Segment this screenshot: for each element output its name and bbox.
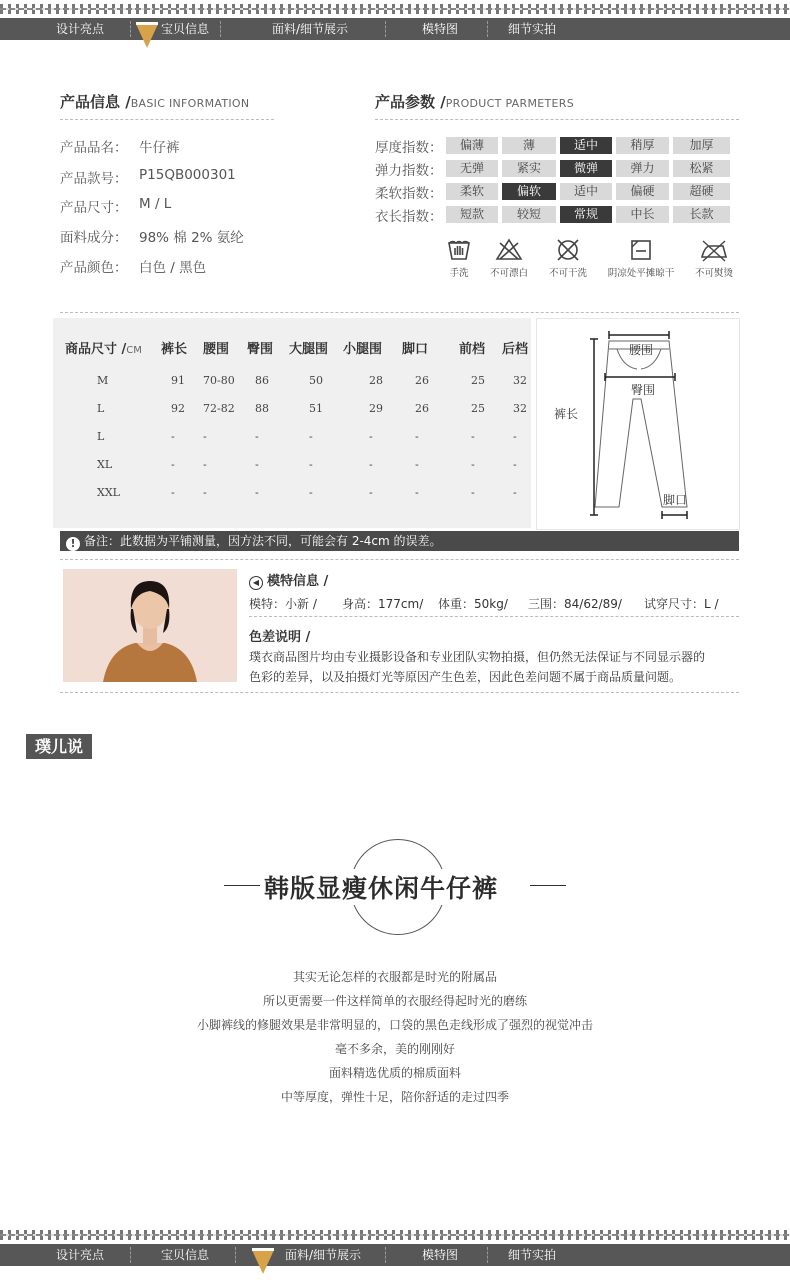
size-column-header: 裤长 — [161, 342, 188, 357]
product-params-heading — [375, 91, 574, 112]
no-bleach-icon — [495, 237, 523, 263]
diagram-hem-label: 脚口 — [663, 493, 688, 507]
info-icon: ! — [66, 537, 80, 551]
size-cell: - — [471, 458, 475, 471]
product-params-title: 产品参数 / — [375, 93, 446, 111]
size-cell: - — [471, 430, 475, 443]
model-illustration — [63, 569, 237, 682]
param-option: 长款 — [673, 206, 730, 223]
info-value-color: 白色 / 黑色 — [139, 260, 207, 276]
size-cell: - — [415, 486, 419, 499]
divider — [375, 119, 739, 120]
size-cell: 29 — [369, 402, 383, 415]
hand-wash-icon — [446, 237, 472, 263]
size-column-header: 后档 — [502, 342, 529, 357]
size-cell: - — [513, 458, 517, 471]
note-text: 备注：此数据为平铺测量，因方法不同，可能会有 2-4cm 的误差。 — [84, 534, 442, 548]
no-iron-icon — [699, 237, 729, 263]
size-column-header: 脚口 — [402, 342, 429, 357]
size-cell: - — [415, 430, 419, 443]
size-row-label: XXL — [97, 486, 120, 499]
size-cell: 32 — [513, 402, 527, 415]
size-cell: 88 — [255, 402, 269, 415]
info-label-code: 产品款号： — [60, 171, 128, 187]
size-cell: 91 — [171, 374, 185, 387]
measurement-note — [60, 531, 739, 551]
size-cell: 72-82 — [203, 402, 235, 415]
nav-divider — [385, 21, 386, 37]
size-cell: - — [369, 486, 373, 499]
param-option: 短款 — [446, 206, 498, 223]
diagram-length-label: 裤长 — [554, 407, 579, 421]
banner-rule-left — [224, 885, 260, 886]
param-option: 松紧 — [673, 160, 730, 177]
param-option: 偏薄 — [446, 137, 498, 154]
care-label: 不可干洗 — [548, 268, 587, 279]
description-line-3: 小脚裤线的修腿效果是非常明显的，口袋的黑色走线形成了强烈的视觉冲击 — [196, 1018, 593, 1032]
color-note-line-2: 色彩的差异，以及拍摄灯光等原因产生色差，因此色差问题不属于商品质量问题。 — [249, 670, 682, 684]
param-option: 紧实 — [502, 160, 556, 177]
param-label: 弹力指数： — [375, 163, 443, 179]
arrow-left-icon: ◀ — [249, 576, 263, 590]
diagram-waist-label: 腰围 — [629, 343, 654, 357]
description-line-1: 其实无论怎样的衣服都是时光的附属品 — [292, 970, 497, 984]
description-line-6: 中等厚度，弹性十足，陪你舒适的走过四季 — [280, 1090, 509, 1104]
decorative-chain-border — [0, 1230, 790, 1240]
bottom-nav — [0, 1230, 790, 1270]
size-cell: - — [203, 430, 207, 443]
nav-item-detail[interactable]: 细节实拍 — [507, 22, 556, 36]
param-option: 超硬 — [673, 183, 730, 200]
size-cell: - — [255, 458, 259, 471]
care-item-no-iron — [690, 237, 738, 279]
divider — [249, 616, 739, 617]
size-cell: - — [309, 430, 313, 443]
model-stat-name: 模特：小新 / — [249, 597, 317, 611]
param-option: 柔软 — [446, 183, 498, 200]
size-cell: - — [415, 458, 419, 471]
info-value-code: P15QB000301 — [139, 167, 236, 183]
param-option: 中长 — [616, 206, 669, 223]
nav-divider — [487, 21, 488, 37]
divider — [60, 119, 274, 120]
param-option: 弹力 — [616, 160, 669, 177]
size-column-header: 大腿围 — [289, 342, 329, 357]
nav-divider — [235, 1247, 236, 1263]
care-label: 阴凉处平摊晾干 — [607, 268, 675, 279]
product-params-title-en: PRODUCT PARMETERS — [445, 97, 574, 110]
param-option: 无弹 — [446, 160, 498, 177]
info-label-name: 产品品名： — [60, 140, 128, 156]
model-stat-measurements: 三围：84/62/89/ — [528, 597, 622, 611]
nav-bar — [0, 18, 790, 40]
nav-item-model[interactable]: 模特图 — [421, 22, 458, 36]
size-cell: - — [255, 486, 259, 499]
param-label: 衣长指数： — [375, 209, 443, 225]
size-table — [53, 318, 531, 528]
info-value-fabric: 98% 棉 2% 氨纶 — [139, 230, 244, 246]
active-nav-arrow-icon — [252, 1250, 274, 1274]
size-cell: - — [171, 458, 175, 471]
model-stat-size: 试穿尺寸：L / — [644, 597, 719, 611]
size-table-header-label: 商品尺寸 /CM — [65, 342, 142, 357]
nav-item-design[interactable]: 设计亮点 — [55, 1248, 104, 1262]
param-option: 薄 — [502, 137, 556, 154]
param-option: 适中 — [560, 183, 612, 200]
nav-item-detail[interactable]: 细节实拍 — [507, 1248, 556, 1262]
top-nav — [0, 4, 790, 44]
size-cell: 26 — [415, 402, 429, 415]
brand-says-tag: 璞儿说 — [26, 734, 92, 759]
care-item-no-dry-clean — [543, 237, 593, 279]
size-cell: 92 — [171, 402, 185, 415]
size-cell: - — [255, 430, 259, 443]
diagram-hip-label: 臀围 — [631, 383, 656, 397]
param-option: 偏硬 — [616, 183, 669, 200]
decorative-chain-border — [0, 4, 790, 14]
nav-item-info[interactable]: 宝贝信息 — [160, 1248, 209, 1262]
nav-item-fabric[interactable]: 面料/细节展示 — [271, 22, 349, 36]
size-cell: - — [171, 486, 175, 499]
size-cell: 86 — [255, 374, 269, 387]
param-option: 加厚 — [673, 137, 730, 154]
size-cell: - — [369, 458, 373, 471]
size-row-label: L — [97, 402, 105, 415]
banner-title: 韩版显瘦休闲牛仔裤 — [262, 869, 500, 905]
care-item-no-bleach — [484, 237, 534, 279]
size-cell: 25 — [471, 374, 485, 387]
divider — [60, 692, 739, 693]
nav-divider — [130, 1247, 131, 1263]
size-cell: 32 — [513, 374, 527, 387]
nav-divider — [487, 1247, 488, 1263]
param-option-selected: 适中 — [560, 137, 612, 154]
size-cell: - — [203, 486, 207, 499]
size-cell: 28 — [369, 374, 383, 387]
nav-item-info[interactable]: 宝贝信息 — [160, 22, 209, 36]
param-label: 柔软指数： — [375, 186, 443, 202]
size-row-label: XL — [97, 458, 113, 471]
param-option: 稍厚 — [616, 137, 669, 154]
nav-item-design[interactable]: 设计亮点 — [55, 22, 104, 36]
active-nav-arrow-icon — [136, 24, 158, 48]
size-cell: 50 — [309, 374, 323, 387]
size-cell: - — [513, 430, 517, 443]
param-option-selected: 微弹 — [560, 160, 612, 177]
description-line-5: 面料精选优质的棉质面料 — [328, 1066, 461, 1080]
nav-item-model[interactable]: 模特图 — [421, 1248, 458, 1262]
model-photo — [63, 569, 237, 682]
size-cell: 70-80 — [203, 374, 235, 387]
info-label-color: 产品颜色： — [60, 260, 128, 276]
divider — [60, 312, 739, 313]
size-cell: - — [203, 458, 207, 471]
banner-rule-right — [530, 885, 566, 886]
size-cell: 51 — [309, 402, 323, 415]
no-tumble-dry-icon — [555, 237, 581, 263]
model-stat-weight: 体重：50kg/ — [438, 597, 508, 611]
param-option: 较短 — [502, 206, 556, 223]
size-cell: - — [171, 430, 175, 443]
size-row-label: M — [97, 374, 109, 387]
care-label: 不可熨烫 — [694, 268, 733, 279]
nav-bar — [0, 1244, 790, 1266]
nav-divider — [385, 1247, 386, 1263]
param-option-selected: 常规 — [560, 206, 612, 223]
nav-divider — [220, 21, 221, 37]
care-item-dry-shade — [603, 237, 679, 279]
size-column-header: 腰围 — [203, 342, 230, 357]
color-note-heading: 色差说明 / — [249, 630, 311, 645]
size-cell: 25 — [471, 402, 485, 415]
product-info-title: 产品信息 / — [60, 93, 131, 111]
size-cell: - — [309, 458, 313, 471]
model-info-heading — [249, 570, 328, 590]
care-label: 手洗 — [449, 268, 469, 279]
info-value-name: 牛仔裤 — [139, 140, 180, 156]
nav-item-fabric[interactable]: 面料/细节展示 — [284, 1248, 362, 1262]
product-info-title-en: BASIC INFORMATION — [130, 97, 250, 110]
model-stat-height: 身高：177cm/ — [342, 597, 424, 611]
size-unit: CM — [126, 345, 142, 356]
description-line-4: 毫不多余，美的刚刚好 — [334, 1042, 455, 1056]
param-option-selected: 偏软 — [502, 183, 556, 200]
info-label-size: 产品尺寸： — [60, 200, 128, 216]
size-column-header: 臀围 — [247, 342, 274, 357]
dry-in-shade-icon — [628, 237, 654, 263]
description-line-2: 所以更需要一件这样简单的衣服经得起时光的磨练 — [262, 994, 527, 1008]
care-item-hand-wash — [440, 237, 478, 279]
color-note-line-1: 璞衣商品图片均由专业摄影设备和专业团队实物拍摄，但仍然无法保证与不同显示器的 — [249, 650, 706, 664]
size-cell: - — [471, 486, 475, 499]
care-label: 不可漂白 — [489, 268, 528, 279]
size-cell: - — [309, 486, 313, 499]
model-info-title: 模特信息 / — [267, 574, 329, 589]
info-value-size: M / L — [139, 196, 172, 212]
size-column-header: 小腿围 — [343, 342, 383, 357]
size-column-header: 前档 — [459, 342, 486, 357]
pants-measurement-diagram — [536, 318, 740, 530]
size-cell: 26 — [415, 374, 429, 387]
size-cell: - — [513, 486, 517, 499]
param-label: 厚度指数： — [375, 140, 443, 156]
info-label-fabric: 面料成分： — [60, 230, 128, 246]
product-info-heading — [60, 91, 249, 112]
size-row-label: L — [97, 430, 105, 443]
divider — [60, 559, 739, 560]
size-cell: - — [369, 430, 373, 443]
nav-divider — [130, 21, 131, 37]
